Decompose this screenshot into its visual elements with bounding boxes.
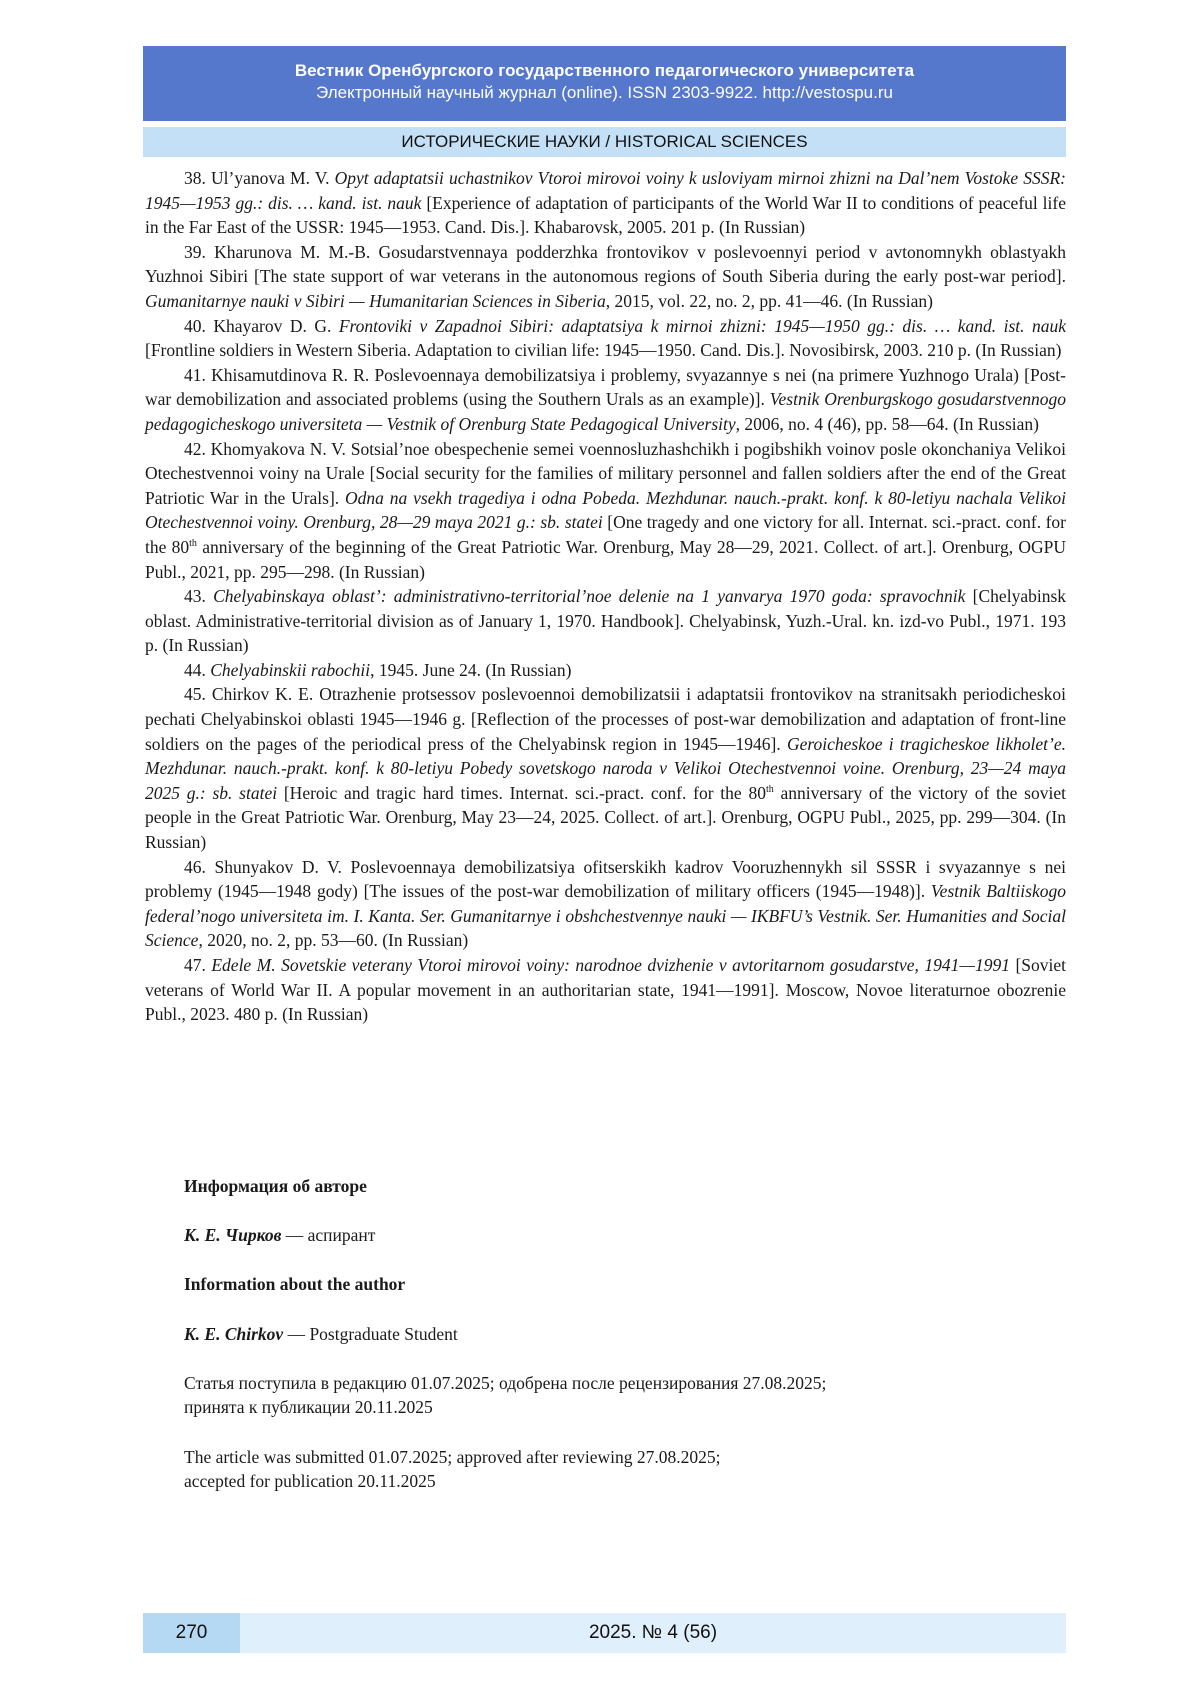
reference-item: 47. Edele M. Sovetskie veterany Vtoroi mirovoi voiny: narodnoe dvizhenie v avtoritarnom gosudarstve, 1941—1991 [Soviet veterans of World War II. A popular movement in an authoritarian state, 1941—1991]. Moscow, Novoe literaturnoe obozrenie Publ., 2023. 480 p. (In Russian) (145, 955, 1066, 1025)
reference-item: 42. Khomyakova N. V. Sotsial’noe obespechenie semei voennosluzhashchikh i pogibshikh voinov posle okonchaniya Velikoi Otechestvennoi voiny na Urale [Social security for the families of military personnel and fallen soldiers after the end of the Great Patriotic War in the Urals]. Odna na vsekh tragediya i odna Pobeda. Mezhdunar. nauch.-prakt. konf. k 80-letiyu nachala Velikoi Otechestvennoi voiny. Orenburg, 28—29 maya 2021 g.: sb. statei [One tragedy and one victory for all. Internat. sci.-pract. conf. for the 80th anniversary of the beginning of the Great Patriotic War. Orenburg, May 28—29, 2021. Collect. of art.]. Orenburg, OGPU Publ., 2021, pp. 295—298. (In Russian) (145, 438, 1067, 582)
page-footer (143, 1613, 1066, 1653)
reference-item: 40. Khayarov D. G. Frontoviki v Zapadnoi Sibiri: adaptatsiya k mirnoi zhizni: 1945—1950 gg.: dis. … kand. ist. nauk [Frontline soldiers in Western Siberia. Adaptation to civilian life: 1945—1950. Cand. Dis.]. Novosibirsk, 2003. 210 p. (In Russian) (145, 315, 1066, 361)
reference-item: 46. Shunyakov D. V. Poslevoennaya demobilizatsiya ofitserskikh kadrov Vooruzhennykh sil SSSR i svyazannye s nei problemy (1945—1948 gody) [The issues of the post-war demobilization of military officers (1945—1948)]. Vestnik Baltiiskogo federal’nogo universiteta im. I. Kanta. Ser. Gumanitarnye i obshchestvennye nauki — IKBFU’s Vestnik. Ser. Humanities and Social Science, 2020, no. 2, pp. 53—60. (In Russian) (145, 856, 1066, 951)
author-role-ru: — аспирант (281, 1225, 376, 1246)
dates-en: The article was submitted 01.07.2025; approved after reviewing 27.08.2025; accepted for publication 20.11.2025 (184, 1446, 721, 1492)
page-number: 270 (143, 1613, 240, 1653)
author-heading-ru: Информация об авторе (184, 1176, 367, 1196)
author-name-en: K. E. Chirkov (184, 1323, 284, 1344)
reference-list (145, 166, 1066, 1027)
journal-subtitle: Электронный научный журнал (online). ISSN 2303-9922. http://vestospu.ru (316, 83, 893, 102)
author-name-ru: К. Е. Чирков (184, 1225, 282, 1246)
reference-item: 45. Chirkov K. E. Otrazhenie protsessov poslevoennoi demobilizatsii i adaptatsii frontovikov na stranitsakh periodicheskoi pechati Chelyabinskoi oblasti 1945—1946 g. [Reflection of the processes of post-war demobilization and adaptation of front-line soldiers on the pages of the periodical press of the Chelyabinsk region in 1945—1946]. Geroicheskoe i tragicheskoe likholet’e. Mezhdunar. nauch.-prakt. konf. k 80-letiyu Pobedy sovetskogo naroda v Velikoi Otechestvennoi voine. Orenburg, 23—24 maya 2025 g.: sb. statei [Heroic and tragic hard times. Internat. sci.-pract. conf. for the 80th anniversary of the victory of the soviet people in the Great Patriotic War. Orenburg, May 23—24, 2025. Collect. of art.]. Orenburg, OGPU Publ., 2025, pp. 299—304. (In Russian) (145, 684, 1066, 853)
reference-item: 41. Khisamutdinova R. R. Poslevoennaya demobilizatsiya i problemy, svyazannye s nei (na primere Yuzhnogo Urala) [Post-war demobilization and associated problems (using the Southern Urals as an example)]. Vestnik Orenburgskogo gosudarstvennogo pedagogicheskogo universiteta — Vestnik of Orenburg State Pedagogical University, 2006, no. 4 (46), pp. 58—64. (In Russian) (145, 364, 1066, 434)
reference-item: 38. Ul’yanova M. V. Opyt adaptatsii uchastnikov Vtoroi mirovoi voiny k usloviyam mirnoi zhizni na Dal’nem Vostoke SSSR: 1945—1953 gg.: dis. … kand. ist. nauk [Experience of adaptation of participants of the World War II to conditions of peaceful life in the Far East of the USSR: 1945—1953. Cand. Dis.]. Khabarovsk, 2005. 201 p. (In Russian) (145, 168, 1066, 238)
reference-item: 44. Chelyabinskii rabochii, 1945. June 24. (In Russian) (184, 659, 572, 680)
dates-ru: Статья поступила в редакцию 01.07.2025; одобрена после рецензирования 27.08.2025; принята к публикации 20.11.2025 (184, 1372, 827, 1418)
section-title: ИСТОРИЧЕСКИЕ НАУКИ / HISTORICAL SCIENCES (143, 127, 1066, 157)
reference-item: 43. Chelyabinskaya oblast’: administrativno-territorial’noe delenie na 1 yanvarya 1970 goda: spravochnik [Chelyabinsk oblast. Administrative-territorial division as of January 1, 1970. Handbook]. Chelyabinsk, Yuzh.-Ural. kn. izd-vo Publ., 1971. 193 p. (In Russian) (145, 586, 1067, 656)
author-heading-en: Information about the author (184, 1274, 406, 1295)
journal-header (143, 46, 1066, 121)
author-line-ru (184, 1223, 1064, 1248)
journal-title: Вестник Оренбургского государственного педагогического университета (294, 61, 915, 80)
reference-item: 39. Kharunova M. M.-B. Gosudarstvennaya podderzhka frontovikov v poslevoennyi period v avtonomnykh oblastyakh Yuzhnoi Sibiri [The state support of war veterans in the autonomous regions of South Siberia during the early post-war period]. Gumanitarnye nauki v Sibiri — Humanitarian Sciences in Siberia, 2015, vol. 22, no. 2, pp. 41—46. (In Russian) (145, 241, 1066, 311)
author-line-en (184, 1322, 1064, 1347)
issue-label: 2025. № 4 (56) (588, 1622, 718, 1643)
author-role-en: — Postgraduate Student (283, 1323, 458, 1344)
author-info (184, 1174, 1064, 1518)
